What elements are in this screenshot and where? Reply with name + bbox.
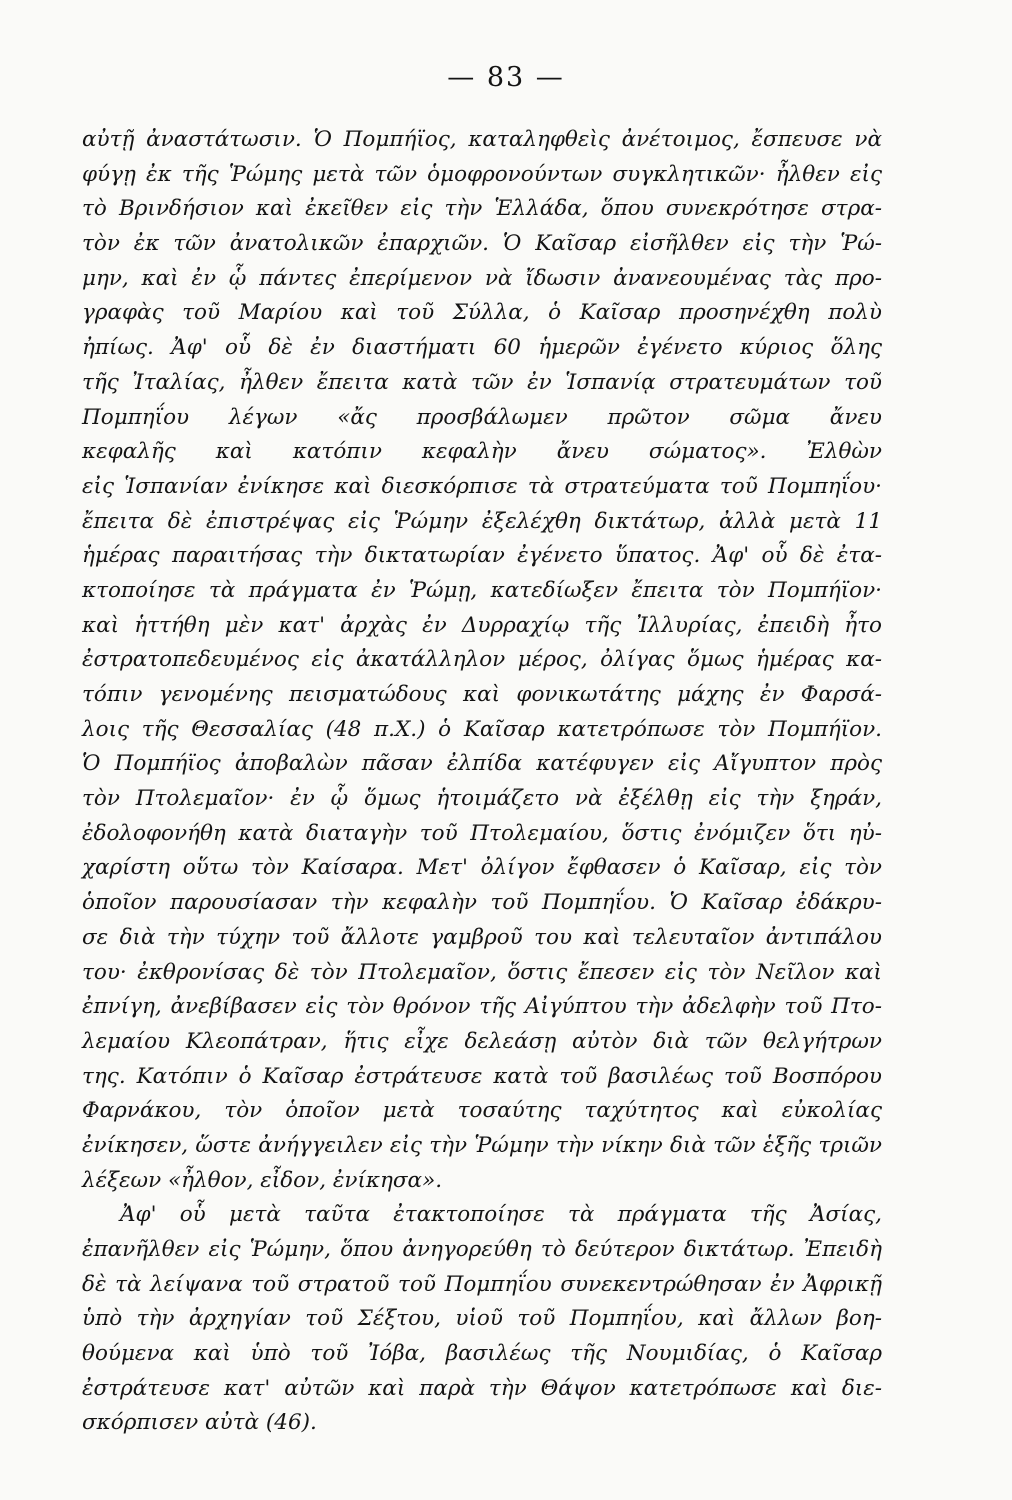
- text-line: Φαρνάκου, τὸν ὁποῖον μετὰ τοσαύτης ταχύτητος καὶ εὐκολίας: [82, 1098, 882, 1124]
- text-line: της. Κατόπιν ὁ Καῖσαρ ἐστράτευσε κατὰ τοῦ βασιλέως τοῦ Βοσπόρου: [82, 1063, 882, 1089]
- text-line: του· ἐκθρονίσας δὲ τὸν Πτολεμαῖον, ὅστις ἔπεσεν εἰς τὸν Νεῖλον καὶ: [82, 959, 882, 985]
- text-line: σε διὰ τὴν τύχην τοῦ ἄλλοτε γαμβροῦ του καὶ τελευταῖον ἀντιπάλου: [82, 924, 882, 950]
- text-line: δὲ τὰ λείψανα τοῦ στρατοῦ τοῦ Πομπηΐου συνεκεντρώθησαν ἐν Ἀφρικῇ: [82, 1271, 882, 1297]
- text-line: ὁποῖον παρουσίασαν τὴν κεφαλὴν τοῦ Πομπηΐου. Ὁ Καῖσαρ ἐδάκρυ-: [82, 890, 882, 916]
- text-line: καὶ ἡττήθη μὲν κατ' ἀρχὰς ἐν Δυρραχίῳ τῆς Ἰλλυρίας, ἐπειδὴ ἦτο: [82, 612, 882, 638]
- text-line: ἡμέρας παραιτήσας τὴν δικτατωρίαν ἐγένετο ὕπατος. Ἀφ' οὗ δὲ ἐτα-: [82, 543, 882, 569]
- text-line: λέξεων «ἦλθον, εἶδον, ἐνίκησα».: [82, 1167, 443, 1193]
- text-line: τὸν ἐκ τῶν ἀνατολικῶν ἐπαρχιῶν. Ὁ Καῖσαρ εἰσῆλθεν εἰς τὴν Ῥώ-: [82, 231, 882, 257]
- text-line: λεμαίου Κλεοπάτραν, ἥτις εἶχε δελεάσῃ αὐτὸν διὰ τῶν θελγήτρων: [82, 1028, 882, 1054]
- text-line: ἐπνίγη, ἀνεβίβασεν εἰς τὸν θρόνον τῆς Αἰγύπτου τὴν ἀδελφὴν τοῦ Πτο-: [82, 994, 882, 1020]
- text-line: ἠπίως. Ἀφ' οὗ δὲ ἐν διαστήματι 60 ἡμερῶν ἐγένετο κύριος ὅλης: [82, 335, 882, 361]
- text-line: ἐστράτευσε κατ' αὐτῶν καὶ παρὰ τὴν Θάψον κατετρόπωσε καὶ διε-: [82, 1375, 882, 1401]
- text-line: ἐστρατοπεδευμένος εἰς ἀκατάλληλον μέρος, ὀλίγας ὅμως ἡμέρας κα-: [82, 647, 882, 673]
- text-line: κτοποίησε τὰ πράγματα ἐν Ῥώμῃ, κατεδίωξεν ἔπειτα τὸν Πομπήϊον·: [82, 577, 882, 603]
- text-line: Ἀφ' οὗ μετὰ ταῦτα ἐτακτοποίησε τὰ πράγματα τῆς Ἀσίας,: [120, 1202, 882, 1228]
- text-line: θούμενα καὶ ὑπὸ τοῦ Ἰόβα, βασιλέως τῆς Νουμιδίας, ὁ Καῖσαρ: [82, 1341, 882, 1367]
- text-line: ἐδολοφονήθη κατὰ διαταγὴν τοῦ Πτολεμαίου, ὅστις ἐνόμιζεν ὅτι ηὐ-: [82, 820, 882, 846]
- text-line: εἰς Ἱσπανίαν ἐνίκησε καὶ διεσκόρπισε τὰ στρατεύματα τοῦ Πομπηΐου·: [82, 473, 882, 499]
- text-line: ἐνίκησεν, ὥστε ἀνήγγειλεν εἰς τὴν Ῥώμην τὴν νίκην διὰ τῶν ἑξῆς τριῶν: [82, 1132, 882, 1158]
- text-line: τὸ Βρινδήσιον καὶ ἐκεῖθεν εἰς τὴν Ἑλλάδα, ὅπου συνεκρότησε στρα-: [82, 196, 882, 222]
- body-text: [82, 123, 882, 1441]
- text-line: ὑπὸ τὴν ἀρχηγίαν τοῦ Σέξτου, υἱοῦ τοῦ Πομπηΐου, καὶ ἄλλων βοη-: [82, 1306, 882, 1332]
- text-line: τῆς Ἰταλίας, ἦλθεν ἔπειτα κατὰ τῶν ἐν Ἱσπανίᾳ στρατευμάτων τοῦ: [82, 369, 882, 395]
- text-line: σκόρπισεν αὐτὰ (46).: [82, 1410, 317, 1436]
- page-number: — 83 —: [447, 62, 565, 93]
- text-line: Ὁ Πομπήϊος ἀποβαλὼν πᾶσαν ἐλπίδα κατέφυγεν εἰς Αἴγυπτον πρὸς: [82, 751, 882, 777]
- text-line: κεφαλῆς καὶ κατόπιν κεφαλὴν ἄνευ σώματος». Ἐλθὼν: [82, 439, 882, 465]
- text-line: μην, καὶ ἐν ᾧ πάντες ἐπερίμενον νὰ ἴδωσιν ἀνανεουμένας τὰς προ-: [82, 265, 882, 291]
- text-line: λοις τῆς Θεσσαλίας (48 π.Χ.) ὁ Καῖσαρ κατετρόπωσε τὸν Πομπήϊον.: [82, 716, 882, 742]
- text-line: αὐτῇ ἀναστάτωσιν. Ὁ Πομπήϊος, καταληφθεὶς ἀνέτοιμος, ἔσπευσε νὰ: [82, 127, 882, 152]
- text-line: τόπιν γενομένης πεισματώδους καὶ φονικωτάτης μάχης ἐν Φαρσά-: [82, 682, 882, 707]
- text-line: φύγῃ ἐκ τῆς Ῥώμης μετὰ τῶν ὁμοφρονούντων συγκλητικῶν· ἦλθεν εἰς: [82, 161, 882, 187]
- text-line: τὸν Πτολεμαῖον· ἐν ᾧ ὅμως ἡτοιμάζετο νὰ ἐξέλθῃ εἰς τὴν ξηράν,: [82, 786, 882, 812]
- text-line: χαρίστη οὕτω τὸν Καίσαρα. Μετ' ὀλίγον ἔφθασεν ὁ Καῖσαρ, εἰς τὸν: [82, 855, 882, 881]
- text-line: ἐπανῆλθεν εἰς Ῥώμην, ὅπου ἀνηγορεύθη τὸ δεύτερον δικτάτωρ. Ἐπειδὴ: [82, 1237, 882, 1262]
- text-line: ἔπειτα δὲ ἐπιστρέψας εἰς Ῥώμην ἐξελέχθη δικτάτωρ, ἀλλὰ μετὰ 11: [82, 508, 882, 534]
- text-line: Πομπηΐου λέγων «ἄς προσβάλωμεν πρῶτον σῶμα ἄνευ: [82, 404, 882, 430]
- text-line: γραφὰς τοῦ Μαρίου καὶ τοῦ Σύλλα, ὁ Καῖσαρ προσηνέχθη πολὺ: [82, 300, 882, 326]
